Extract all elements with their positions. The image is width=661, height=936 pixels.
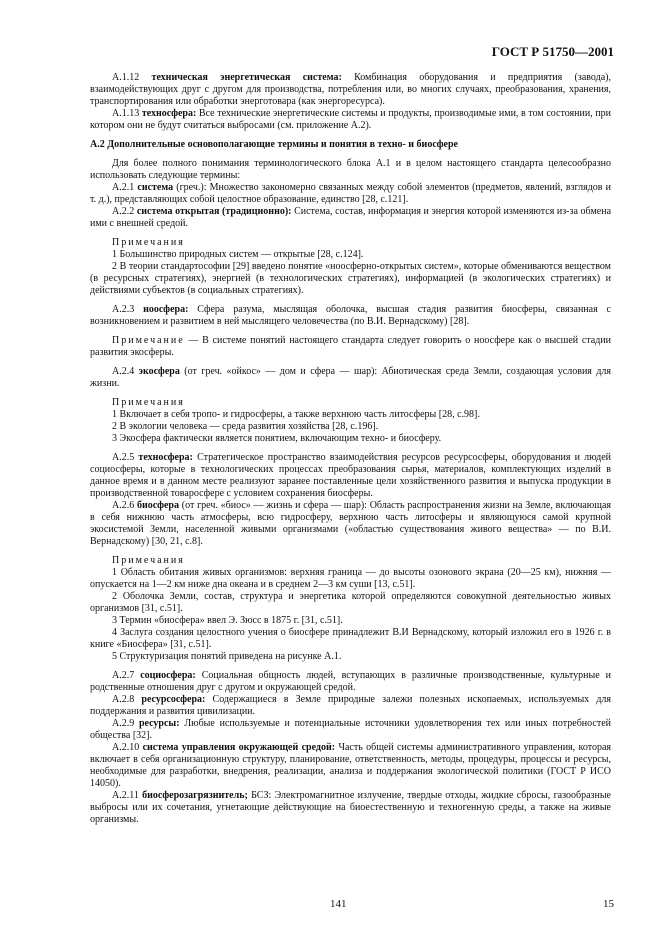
para-a223: А.2.3 ноосфера: Сфера разума, мыслящая оболочка, высшая стадия развития биосферы, связанная с возникновением и развитием в ней мыслящего человечества (по В.И. Вернадскому) [28]. xyxy=(90,304,611,327)
page-number-right: 15 xyxy=(603,898,614,910)
note-a224-1: 1 Включает в себя тропо- и гидросферы, а также верхнюю часть литосферы [28, с.98]. xyxy=(112,409,480,420)
note-a222-2: 2 В теории стандартософии [29] введено понятие «ноосферно-открытых систем», которые обмениваются веществом (в ресурсных стратегиях), энергией (в технологических стратегиях), информацией (в экологических стратегиях) и действиями субъектов (в социальных стратегиях). xyxy=(90,261,611,296)
para-a2210: А.2.10 система управления окружающей средой: Часть общей системы административного управления, которая включает в себя организационную структуру, планирование, ответственность, методы, процедуры, процессы и ресурсы, необходимые для разработки, внедрения, реализации, анализа и поддержания экологической политики (ГОСТ Р ИСО 14050). xyxy=(90,742,612,789)
note-a226-2: 2 Оболочка Земли, состав, структура и энергетика которой определяются совокупной деятельностью живых организмов [31, с.51]. xyxy=(90,591,611,614)
note-a226-1: 1 Область обитания живых организмов: верхняя граница — до высоты озонового экрана (20—25 км), нижняя — опускается на 1—2 км ниже дна океана и в среднем 2—3 км суши [13, с.51]. xyxy=(90,567,611,590)
para-a113: А.1.13 техносфера: Все технические энергетические системы и продукты, производимые ими, в том состоянии, при котором они не будут считаться выбросами (см. приложение А.2). xyxy=(90,108,611,131)
para-a228: А.2.8 ресурсосфера: Содержащиеся в Земле природные залежи полезных ископаемых, используемых для поддержания и развития цивилизации. xyxy=(90,694,612,717)
note-a226-5: 5 Структуризация понятий приведена на рисунке А.1. xyxy=(112,651,342,662)
note-a226-3: 3 Термин «биосфера» ввел Э. Зюсс в 1875 г. [31, с.51]. xyxy=(112,615,343,626)
para-a2-intro: Для более полного понимания терминологического блока А.1 и в целом настоящего стандарта целесообразно использовать следующие термины: xyxy=(90,158,611,181)
notes-heading: Примечания xyxy=(112,555,185,566)
para-a2211: А.2.11 биосферозагрязнитель; БСЗ: Электромагнитное излучение, твердые отходы, жидкие сбросы, газообразные выбросы или их сочетания, угнетающие действующие на биоестественную и техногенную среды, а также на живые организмы. xyxy=(90,790,611,825)
note-a223: Примечание — В системе понятий настоящего стандарта следует говорить о ноосфере как о высшей стадии развития экосферы. xyxy=(90,335,611,358)
page-body xyxy=(90,72,611,826)
note-a224-3: 3 Экосфера фактически является понятием, включающим техно- и биосферу. xyxy=(112,433,442,444)
doc-header-id: ГОСТ Р 51750—2001 xyxy=(491,44,614,59)
notes-heading: Примечания xyxy=(112,237,185,248)
para-a229: А.2.9 ресурсы: Любые используемые и потенциальные источники удовлетворения тех или иных потребностей общества [32]. xyxy=(90,718,611,741)
note-a224-2: 2 В экологии человека — среда развития хозяйства [28, с.196]. xyxy=(112,421,379,432)
para-a227: А.2.7 социосфера: Социальная общность людей, вступающих в различные производственные, культурные и родственные отношения друг с другом и окружающей средой. xyxy=(90,670,612,693)
para-a224: А.2.4 экосфера (от греч. «ойкос» — дом и сфера — шар): Абиотическая среда Земли, создающая условия для жизни. xyxy=(90,366,612,389)
note-a226-4: 4 Заслуга создания целостного учения о биосфере принадлежит В.И Вернадскому, который изложил его в 1926 г. в книге «Биосфера» [31, с.51]. xyxy=(90,627,611,650)
page-number-center: 141 xyxy=(330,898,347,910)
para-a225: А.2.5 техносфера: Стратегическое пространство взаимодействия ресурсов ресурсосферы, оборудования и людей социосферы, которые в технологических процессах преобразования сырья, материалов, комплектующих изделий в данное время и в данном месте реализуют заранее поставленные цели хозяйственного развития и выпуска продукции в производственной товаросфере с условием сохранения биосферы. xyxy=(90,452,611,499)
para-a221: А.2.1 система (греч.): Множество закономерно связанных между собой элементов (предметов, явлений, взглядов и т. д.), представляющих собой целостное образование, единство [28, с.121]. xyxy=(90,182,612,205)
notes-heading: Примечания xyxy=(112,397,185,408)
section-a2-title: А.2 Дополнительные основополагающие термины и понятия в техно- и биосфере xyxy=(90,139,458,150)
para-a112: А.1.12 техническая энергетическая система: Комбинация оборудования и предприятия (завода), взаимодействующих друг с другом для производства, потребления или, во многих случаях, преобразования, хранения, транспортирования или обработки энерготовара (как энергоресурса). xyxy=(90,72,611,107)
para-a222: А.2.2 система открытая (традиционно): Система, состав, информация и энергия которой изменяются из-за обмена ими с внешней средой. xyxy=(90,206,612,229)
note-a222-1: 1 Большинство природных систем — открытые [28, с.124]. xyxy=(112,249,364,260)
para-a226: А.2.6 биосфера (от греч. «биос» — жизнь и сфера — шар): Область распространения жизни на Земле, включающая в себя нижнюю часть атмосферы, всю гидросферу, верхнюю часть литосферы и являющуюся самой крупной экосистемой Земли, населенной живыми организмами («областью существования живого вещества» — по В.И. Вернадскому) [30, 21, с.8]. xyxy=(90,500,612,547)
